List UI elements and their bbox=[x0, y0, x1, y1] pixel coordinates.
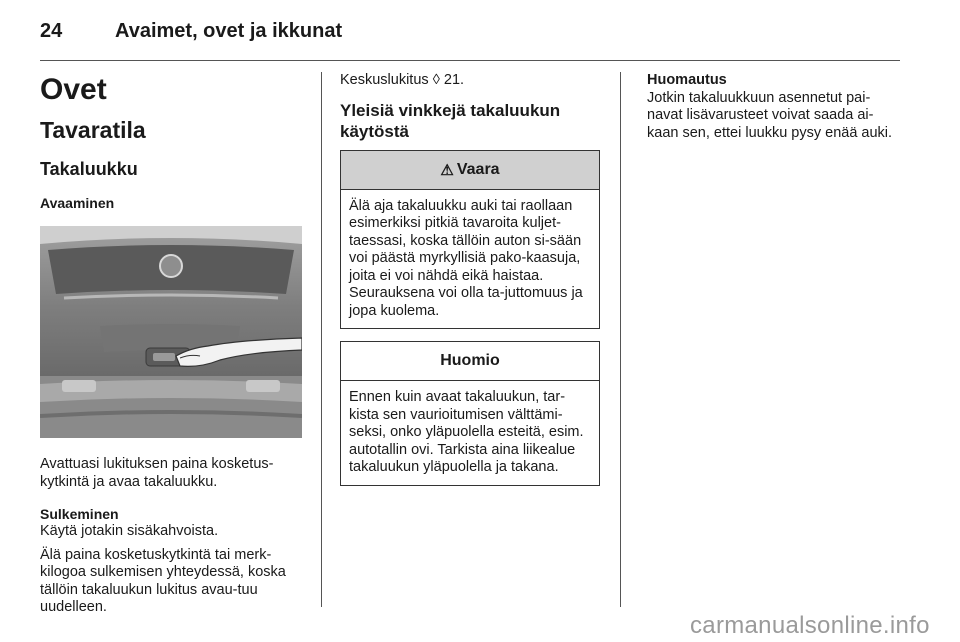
danger-title: Vaara bbox=[456, 160, 500, 178]
page-header bbox=[40, 14, 900, 54]
page-reference-arrow-icon: ◊ bbox=[432, 72, 440, 88]
closing-warning-text: Älä paina kosketuskytkintä tai merk-kilogoa sulkemisen yhteydessä, koska tällöin takaluukun lukitus avau-tuu uudelleen. bbox=[40, 546, 286, 615]
running-title: Avaimet, ovet ja ikkunat bbox=[115, 20, 343, 42]
opening-heading: Avaaminen bbox=[40, 195, 115, 211]
tailgate-illustration bbox=[40, 226, 302, 438]
closing-instructions: Käytä jotakin sisäkahvoista. bbox=[40, 523, 219, 539]
header-rule bbox=[40, 60, 900, 61]
site-watermark: carmanualsonline.info bbox=[690, 612, 930, 639]
column-divider-2 bbox=[620, 72, 621, 607]
warning-triangle-icon: ⚠ bbox=[440, 161, 454, 179]
opening-instructions: Avattuasi lukituksen paina kosketus-kytkintä ja avaa takaluukku. bbox=[40, 456, 274, 490]
cross-reference-page: 21. bbox=[443, 72, 465, 88]
caution-title: Huomio bbox=[440, 352, 500, 369]
note-text: Jotkin takaluukkuun asennetut pai-navat lisävarusteet voivat saada ai-kaan sen, ettei luukku pysy enää auki. bbox=[647, 89, 893, 141]
column-2 bbox=[340, 72, 601, 486]
page-number: 24 bbox=[40, 20, 63, 42]
danger-text: Älä aja takaluukku auki tai raollaan esimerkiksi pitkiä tavaroita kuljet-taessasi, koska tällöin auton si-sään voi päästä myrkyllisiä pako-kaasuja, joita ei voi nähdä eikä haistaa. Seurauksena voi olla ta-juttomuus ja jopa kuolema. bbox=[349, 197, 583, 319]
section-title: Tavaratila bbox=[40, 117, 146, 143]
cross-reference bbox=[340, 72, 601, 90]
cross-reference-label: Keskuslukitus bbox=[340, 72, 429, 88]
column-1 bbox=[40, 72, 302, 617]
danger-box-body bbox=[341, 190, 599, 329]
caution-box-body bbox=[341, 381, 599, 485]
column-3 bbox=[647, 72, 902, 142]
caution-box-header bbox=[341, 342, 599, 381]
column-divider-1 bbox=[321, 72, 322, 607]
tailgate-illustration-svg bbox=[40, 226, 302, 438]
danger-box bbox=[340, 150, 600, 330]
tips-heading: Yleisiä vinkkejä takaluukun käytöstä bbox=[340, 100, 561, 141]
chapter-title: Ovet bbox=[40, 73, 107, 106]
caution-box bbox=[340, 341, 600, 486]
subsection-title: Takaluukku bbox=[40, 159, 138, 179]
danger-box-header bbox=[341, 151, 599, 190]
note-title: Huomautus bbox=[647, 72, 727, 88]
caution-text: Ennen kuin avaat takaluukun, tar-kista sen vaurioitumisen välttämi-seksi, onko yläpuolella esteitä, esim. autotallin ovi. Tarkista aina liikealue takaluukun yläpuolella ja takana. bbox=[349, 389, 584, 475]
closing-heading: Sulkeminen bbox=[40, 506, 119, 522]
